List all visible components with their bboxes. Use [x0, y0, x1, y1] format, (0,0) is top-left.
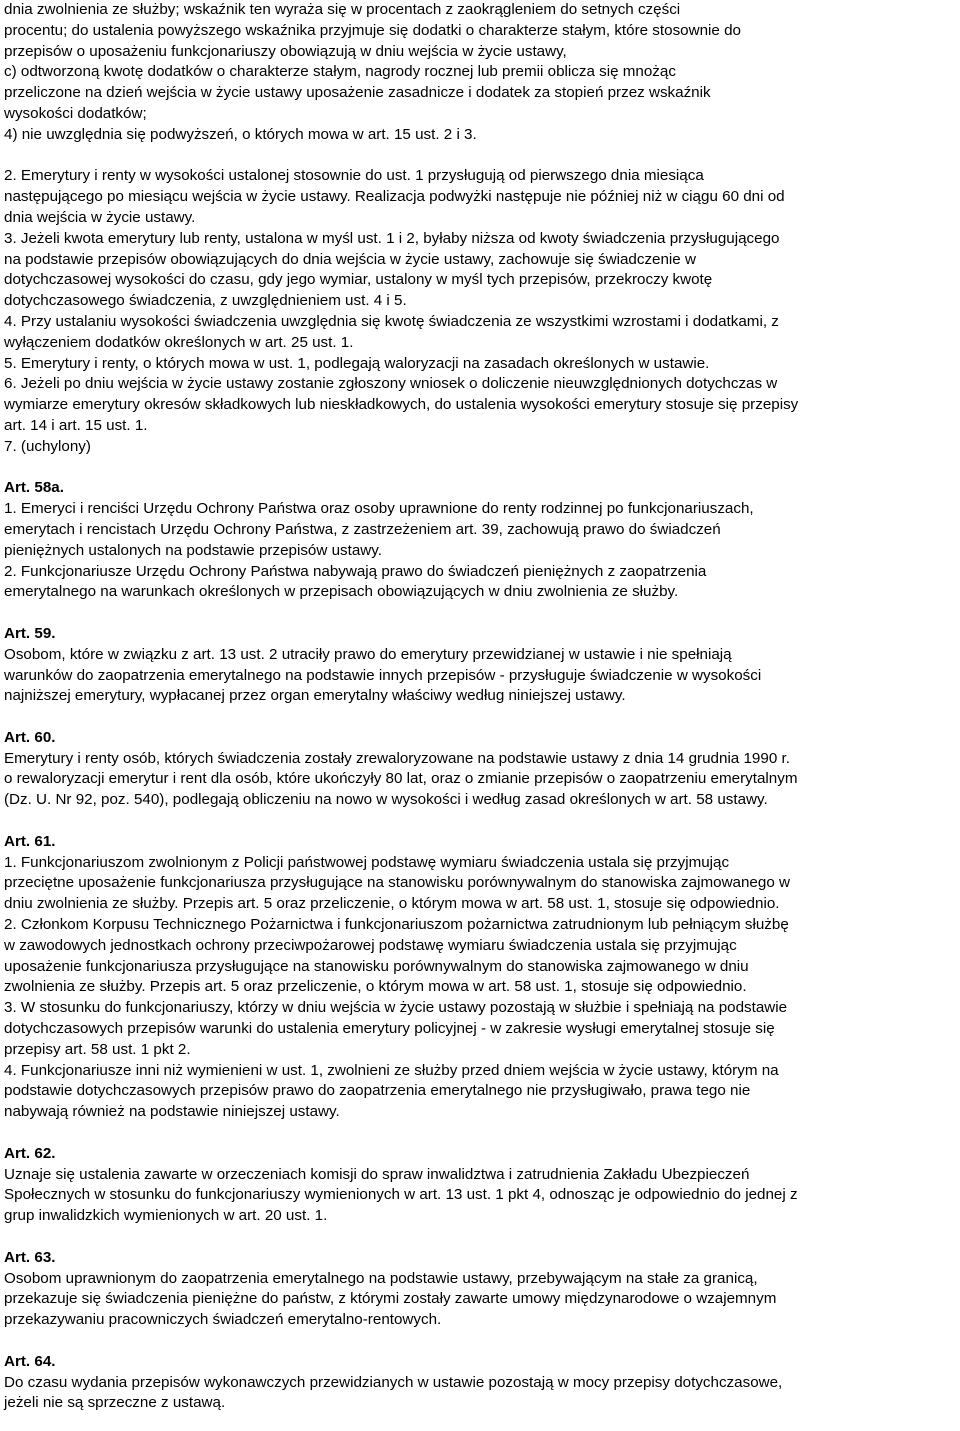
blank-line — [4, 603, 950, 624]
text-line: dnia zwolnienia ze służby; wskaźnik ten wyraża się w procentach z zaokrągleniem do setnych części — [4, 1, 681, 18]
text-line: dniu zwolnienia ze służby. Przepis art. 5 oraz przeliczenie, o którym mowa w art. 58 ust. 1, stosuje się odpowiednio. — [4, 895, 780, 913]
text-line: 2. Emerytury i renty w wysokości ustalonej stosownie do ust. 1 przysługują od pierwszego dnia miesiąca — [4, 167, 704, 185]
intro-section — [4, 0, 950, 146]
text-line: c) odtworzoną kwotę dodatków o charakterze stałym, nagrody rocznej lub premii oblicza się mnożąc — [4, 63, 676, 81]
article-heading: Art. 62. — [4, 1144, 56, 1162]
text-line: dotychczasowej wysokości do czasu, gdy jego wymiar, ustalony w myśl tych przepisów, przekroczy kwotę — [4, 271, 713, 289]
text-line: dotychczasowych przepisów warunki do ustalenia emerytury policyjnej - w zakresie wysługi emerytalnej stosuje się — [4, 1020, 775, 1038]
text-line: procentu; do ustalenia powyższego wskaźnika przyjmuje się dodatki o charakterze stałym, które stosownie do — [4, 21, 741, 39]
text-line: przepisy art. 58 ust. 1 pkt 2. — [4, 1040, 191, 1058]
blank-line — [4, 1123, 950, 1144]
blank-line — [4, 146, 950, 167]
text-line: 2. Członkom Korpusu Technicznego Pożarnictwa i funkcjonariuszom pożarnictwa zatrudnionym lub pełniącym służbę — [4, 916, 789, 934]
article-heading: Art. 60. — [4, 728, 56, 746]
text-line: art. 14 i art. 15 ust. 1. — [4, 416, 148, 434]
article-58a — [4, 478, 950, 603]
text-line: Społecznych w stosunku do funkcjonariuszy wymienionych w art. 13 ust. 1 pkt 4, odnosząc je odpowiednio do jednej z — [4, 1186, 798, 1204]
text-line: o rewaloryzacji emerytur i rent dla osób, które ukończyły 80 lat, oraz o zmianie przepisów o zaopatrzeniu emerytalnym — [4, 770, 798, 788]
text-line: dotychczasowego świadczenia, z uwzględnieniem ust. 4 i 5. — [4, 292, 407, 310]
article-62 — [4, 1144, 950, 1227]
paragraphs-2-7 — [4, 166, 950, 457]
text-line: zwolnienia ze służby. Przepis art. 5 oraz przeliczenie, o którym mowa w art. 58 ust. 1, stosuje się odpowiednio. — [4, 978, 747, 996]
text-line: wysokości dodatków; — [4, 104, 147, 122]
article-heading: Art. 64. — [4, 1352, 56, 1370]
text-line: 7. (uchylony) — [4, 437, 91, 455]
blank-line — [4, 1227, 950, 1248]
text-line: 5. Emerytury i renty, o których mowa w ust. 1, podlegają waloryzacji na zasadach określonych w ustawie. — [4, 354, 710, 372]
blank-line — [4, 811, 950, 832]
text-line: wymiarze emerytury okresów składkowych lub nieskładkowych, do ustalenia wysokości emerytury stosuje się przepisy — [4, 396, 799, 414]
text-line: grup inwalidzkich wymienionych w art. 20 ust. 1. — [4, 1207, 328, 1225]
text-line: pieniężnych ustalonych na podstawie przepisów ustawy. — [4, 541, 382, 559]
text-line: najniższej emerytury, wypłacanej przez organ emerytalny właściwy według niniejszej ustawy. — [4, 687, 626, 705]
text-line: 6. Jeżeli po dniu wejścia w życie ustawy zostanie zgłoszony wniosek o doliczenie nieuwzględnionych dotychczas w — [4, 375, 778, 393]
article-heading: Art. 61. — [4, 832, 56, 850]
text-line: przepisów o uposażeniu funkcjonariuszy obowiązują w dniu wejścia w życie ustawy, — [4, 42, 567, 60]
text-line: Do czasu wydania przepisów wykonawczych przewidzianych w ustawie pozostają w mocy przepisy dotychczasowe, — [4, 1373, 783, 1391]
text-line: 4. Przy ustalaniu wysokości świadczenia uwzględnia się kwotę świadczenia ze wszystkimi wzrostami i dodatkami, z — [4, 312, 779, 330]
text-line: 1. Funkcjonariuszom zwolnionym z Policji państwowej podstawę wymiaru świadczenia ustala się przyjmując — [4, 853, 730, 871]
article-61 — [4, 832, 950, 1123]
text-line: 1. Emeryci i renciści Urzędu Ochrony Państwa oraz osoby uprawnione do renty rodzinnej po funkcjonariuszach, — [4, 500, 754, 518]
article-60 — [4, 728, 950, 811]
text-line: jeżeli nie są sprzeczne z ustawą. — [4, 1394, 226, 1412]
text-line: na podstawie przepisów obowiązujących do dnia wejścia w życie ustawy, zachowuje się świadczenie w — [4, 250, 696, 268]
text-line: Osobom, które w związku z art. 13 ust. 2 utraciły prawo do emerytury przewidzianej w ustawie i nie spełniają — [4, 645, 732, 663]
text-line: Uznaje się ustalenia zawarte w orzeczeniach komisji do spraw inwalidztwa i zatrudnienia Zakładu Ubezpieczeń — [4, 1165, 750, 1183]
text-line: 4) nie uwzględnia się podwyższeń, o których mowa w art. 15 ust. 2 i 3. — [4, 125, 477, 143]
article-heading: Art. 63. — [4, 1248, 56, 1266]
text-line: w zawodowych jednostkach ochrony przeciwpożarowej podstawę wymiaru świadczenia ustala się przyjmując — [4, 936, 737, 954]
text-line: emerytalnego na warunkach określonych w przepisach obowiązujących w dniu zwolnienia ze służby. — [4, 583, 679, 601]
text-line: nabywają również na podstawie niniejszej ustawy. — [4, 1103, 340, 1121]
article-64 — [4, 1352, 950, 1414]
blank-line — [4, 1331, 950, 1352]
text-line: uposażenie funkcjonariusza przysługujące na stanowisku porównywalnym do stanowiska zajmowanego w dniu — [4, 957, 749, 975]
blank-line — [4, 458, 950, 479]
article-63 — [4, 1248, 950, 1331]
article-59 — [4, 624, 950, 707]
text-line: przekazuje się świadczenia pieniężne do państw, z którymi zostały zawarte umowy międzynarodowe o wzajemnym — [4, 1290, 777, 1308]
text-line: podstawie dotychczasowych przepisów prawo do zaopatrzenia emerytalnego nie przysługiwało, prawa tego nie — [4, 1082, 751, 1100]
text-line: 3. Jeżeli kwota emerytury lub renty, ustalona w myśl ust. 1 i 2, byłaby niższa od kwoty świadczenia przysługującego — [4, 229, 780, 247]
text-line: 4. Funkcjonariusze inni niż wymienieni w ust. 1, zwolnieni ze służby przed dniem wejścia w życie ustawy, którym na — [4, 1061, 779, 1079]
text-line: emerytach i rencistach Urzędu Ochrony Państwa, z zastrzeżeniem art. 39, zachowują prawo do świadczeń — [4, 520, 721, 538]
blank-line — [4, 707, 950, 728]
text-line: dnia wejścia w życie ustawy. — [4, 208, 196, 226]
text-line: 2. Funkcjonariusze Urzędu Ochrony Państwa nabywają prawo do świadczeń pieniężnych z zaopatrzenia — [4, 562, 707, 580]
article-heading: Art. 58a. — [4, 479, 64, 497]
article-heading: Art. 59. — [4, 624, 56, 642]
text-line: następującego po miesiącu wejścia w życie ustawy. Realizacja podwyżki następuje nie później niż w ciągu 60 dni od — [4, 188, 785, 206]
text-line: Emerytury i renty osób, których świadczenia zostały zrewaloryzowane na podstawie ustawy z dnia 14 grudnia 1990 r. — [4, 749, 790, 767]
text-line: warunków do zaopatrzenia emerytalnego na podstawie innych przepisów - przysługuje świadczenie w wysokości — [4, 666, 762, 684]
text-line: 3. W stosunku do funkcjonariuszy, którzy w dniu wejścia w życie ustawy pozostają w służbie i spełniają na podstawie — [4, 999, 788, 1017]
text-line: (Dz. U. Nr 92, poz. 540), podlegają obliczeniu na nowo w wysokości i według zasad określonych w art. 58 ustawy. — [4, 791, 768, 809]
text-line: przeciętne uposażenie funkcjonariusza przysługujące na stanowisku porównywalnym do stanowiska zajmowanego w — [4, 874, 790, 892]
text-line: Osobom uprawnionym do zaopatrzenia emerytalnego na podstawie ustawy, przebywającym na stałe za granicą, — [4, 1269, 758, 1287]
text-line: przeliczone na dzień wejścia w życie ustawy uposażenie zasadnicze i dodatek za stopień przez wskaźnik — [4, 84, 711, 102]
text-line: przekazywaniu pracowniczych świadczeń emerytalno-rentowych. — [4, 1311, 442, 1329]
text-line: wyłączeniem dodatków określonych w art. 25 ust. 1. — [4, 333, 354, 351]
